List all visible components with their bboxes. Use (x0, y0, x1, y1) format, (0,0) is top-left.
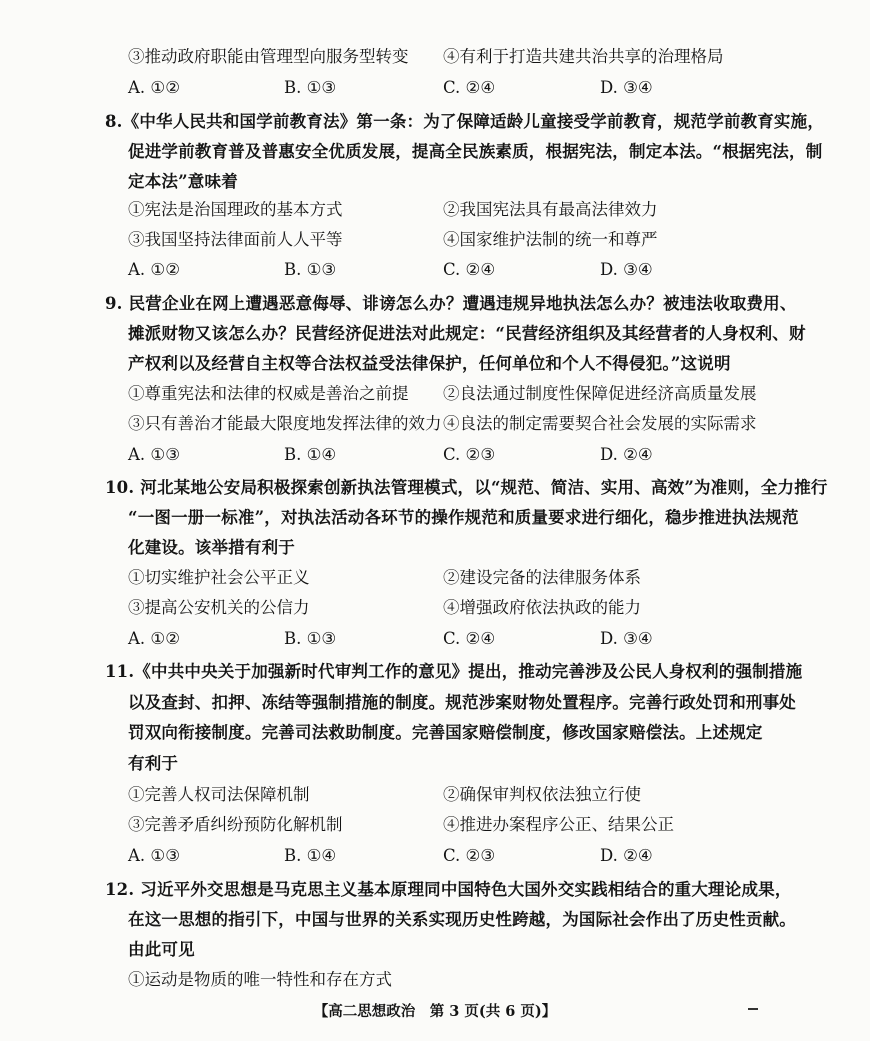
q8-answer-a: A. ①② (128, 260, 180, 279)
q8-answers (0, 258, 870, 282)
q11-answer-c: C. ②③ (443, 846, 496, 865)
q8-options-row2 (0, 228, 870, 252)
q9-option-3: ③只有善治才能最大限度地发挥法律的效力 (128, 414, 442, 433)
q10-stem-line-2: “一图一册一标准”，对执法活动各环节的操作规范和质量要求进行细化，稳步推进执法规范 (128, 508, 799, 527)
q8-option-2: ②我国宪法具有最高法律效力 (443, 200, 658, 219)
q10-options-row1 (0, 566, 870, 590)
q11-answer-b: B. ①④ (284, 846, 337, 865)
q12-stem-line-1: 12. 习近平外交思想是马克思主义基本原理同中国特色大国外交实践相结合的重大理论成果， (105, 880, 792, 899)
scan-mark (748, 1008, 758, 1010)
q10-option-4: ④增强政府依法执政的能力 (443, 598, 641, 617)
q8-stem-line-2: 促进学前教育普及普惠安全优质发展，提高全民族素质，根据宪法，制定本法。“根据宪法，制 (128, 142, 823, 161)
q7-answer-b: B. ①③ (284, 78, 337, 97)
q8-answer-b: B. ①③ (284, 260, 337, 279)
q12-stem-line-3: 由此可见 (128, 940, 195, 959)
q10-option-2: ②建设完备的法律服务体系 (443, 568, 641, 587)
q11-stem-line-3: 罚双向衔接制度。完善司法救助制度。完善国家赔偿制度，修改国家赔偿法。上述规定 (128, 723, 763, 742)
q10-stem-line-1: 10. 河北某地公安局积极探索创新执法管理模式，以“规范、简洁、实用、高效”为准则，全力推行 (105, 478, 828, 497)
q11-stem-line-2: 以及查封、扣押、冻结等强制措施的制度。规范涉案财物处置程序。完善行政处罚和刑事处 (128, 693, 796, 712)
q10-answer-d: D. ③④ (600, 629, 653, 648)
q8-option-4: ④国家维护法制的统一和尊严 (443, 230, 658, 249)
q9-answer-a: A. ①③ (128, 445, 180, 464)
q7-option-4: ④有利于打造共建共治共享的治理格局 (443, 47, 724, 66)
q11-answers (0, 844, 870, 868)
q8-answer-c: C. ②④ (443, 260, 496, 279)
q7-options-row2 (0, 45, 870, 69)
q9-options-row1 (0, 382, 870, 406)
q11-stem-line-1: 11.《中共中央关于加强新时代审判工作的意见》提出，推动完善涉及公民人身权利的强制措施 (105, 662, 803, 681)
q9-answer-c: C. ②③ (443, 445, 496, 464)
q11-stem-line-4: 有利于 (128, 754, 179, 773)
q11-option-2: ②确保审判权依法独立行使 (443, 785, 641, 804)
q11-options-row2 (0, 813, 870, 837)
q7-answer-d: D. ③④ (600, 78, 653, 97)
q10-options-row2 (0, 596, 870, 620)
q7-answers (0, 76, 870, 100)
q10-answer-c: C. ②④ (443, 629, 496, 648)
q7-answer-c: C. ②④ (443, 78, 496, 97)
q9-answer-d: D. ②④ (600, 445, 653, 464)
q8-option-3: ③我国坚持法律面前人人平等 (128, 230, 343, 249)
q10-stem-line-3: 化建设。该举措有利于 (128, 538, 295, 557)
q8-option-1: ①宪法是治国理政的基本方式 (128, 200, 343, 219)
q11-answer-a: A. ①③ (128, 846, 180, 865)
q9-stem-line-1: 9. 民营企业在网上遭遇恶意侮辱、诽谤怎么办？遭遇违规异地执法怎么办？被违法收取费用、 (105, 294, 797, 313)
q9-answers (0, 443, 870, 467)
q9-option-2: ②良法通过制度性保障促进经济高质量发展 (443, 384, 757, 403)
q12-stem-line-2: 在这一思想的指引下，中国与世界的关系实现历史性跨越，为国际社会作出了历史性贡献。 (128, 910, 796, 929)
q10-option-3: ③提高公安机关的公信力 (128, 598, 310, 617)
q8-stem-line-3: 定本法”意味着 (128, 172, 238, 191)
page-footer: 【高二思想政治 第 3 页(共 6 页)】 (313, 1003, 557, 1020)
q10-option-1: ①切实维护社会公平正义 (128, 568, 310, 587)
q10-answer-b: B. ①③ (284, 629, 337, 648)
q10-answers (0, 627, 870, 651)
q11-option-1: ①完善人权司法保障机制 (128, 785, 310, 804)
q8-options-row1 (0, 198, 870, 222)
q11-option-4: ④推进办案程序公正、结果公正 (443, 815, 674, 834)
q11-options-row1 (0, 783, 870, 807)
q9-options-row2 (0, 412, 870, 436)
q9-option-1: ①尊重宪法和法律的权威是善治之前提 (128, 384, 409, 403)
q9-stem-line-3: 产权利以及经营自主权等合法权益受法律保护，任何单位和个人不得侵犯。”这说明 (128, 354, 731, 373)
q8-stem-line-1: 8.《中华人民共和国学前教育法》第一条：为了保障适龄儿童接受学前教育，规范学前教育实施， (105, 112, 825, 131)
q9-answer-b: B. ①④ (284, 445, 337, 464)
q7-answer-a: A. ①② (128, 78, 180, 97)
q10-answer-a: A. ①② (128, 629, 180, 648)
q7-option-3: ③推动政府职能由管理型向服务型转变 (128, 47, 409, 66)
q8-answer-d: D. ③④ (600, 260, 653, 279)
q12-options-row1 (0, 968, 870, 992)
q11-answer-d: D. ②④ (600, 846, 653, 865)
q12-option-1: ①运动是物质的唯一特性和存在方式 (128, 970, 392, 989)
q9-option-4: ④良法的制定需要契合社会发展的实际需求 (443, 414, 757, 433)
q11-option-3: ③完善矛盾纠纷预防化解机制 (128, 815, 343, 834)
q9-stem-line-2: 摊派财物又该怎么办？民营经济促进法对此规定：“民营经济组织及其经营者的人身权利、财 (128, 324, 806, 343)
